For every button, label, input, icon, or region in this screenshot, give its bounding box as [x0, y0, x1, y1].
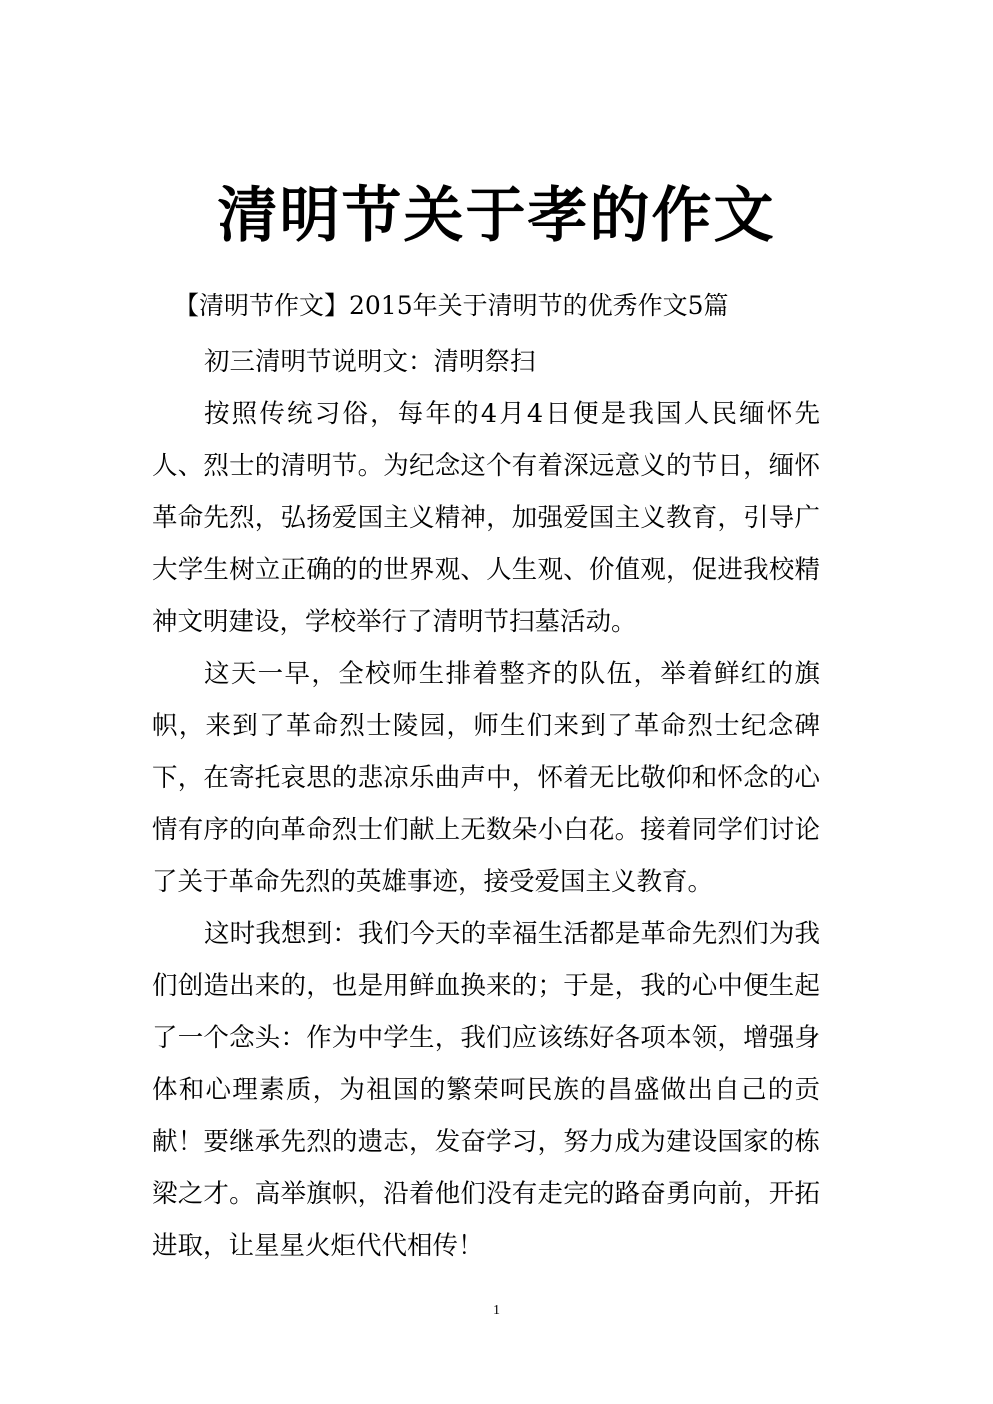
- page-number: 1: [493, 1303, 500, 1318]
- paragraph-heading: 初三清明节说明文：清明祭扫: [204, 347, 536, 377]
- paragraph: 这天一早，全校师生排着整齐的队伍，举着鲜红的旗帜，来到了革命烈士陵园，师生们来到了革命烈士纪念碑下，在寄托哀思的悲凉乐曲声中，怀着无比敬仰和怀念的心情有序的向革命烈士们献上无数朵小白花。接着同学们讨论了关于革命先烈的英雄事迹，接受爱国主义教育。: [152, 659, 820, 897]
- document-body: [152, 336, 820, 1272]
- paragraph: 按照传统习俗，每年的4月4日便是我国人民缅怀先人、烈士的清明节。为纪念这个有着深远意义的节日，缅怀革命先烈，弘扬爱国主义精神，加强爱国主义教育，引导广大学生树立正确的的世界观、人生观、价值观，促进我校精神文明建设，学校举行了清明节扫墓活动。: [152, 399, 820, 637]
- paragraph: 这时我想到：我们今天的幸福生活都是革命先烈们为我们创造出来的，也是用鲜血换来的；于是，我的心中便生起了一个念头：作为中学生，我们应该练好各项本领，增强身体和心理素质，为祖国的繁荣呵民族的昌盛做出自己的贡献！要继承先烈的遗志，发奋学习，努力成为建设国家的栋梁之才。高举旗帜，沿着他们没有走完的路奋勇向前，开拓进取，让星星火炬代代相传！: [152, 919, 820, 1261]
- document-title: 清明节关于孝的作文: [217, 181, 776, 251]
- document-subtitle: 【清明节作文】2015年关于清明节的优秀作文5篇: [174, 291, 729, 320]
